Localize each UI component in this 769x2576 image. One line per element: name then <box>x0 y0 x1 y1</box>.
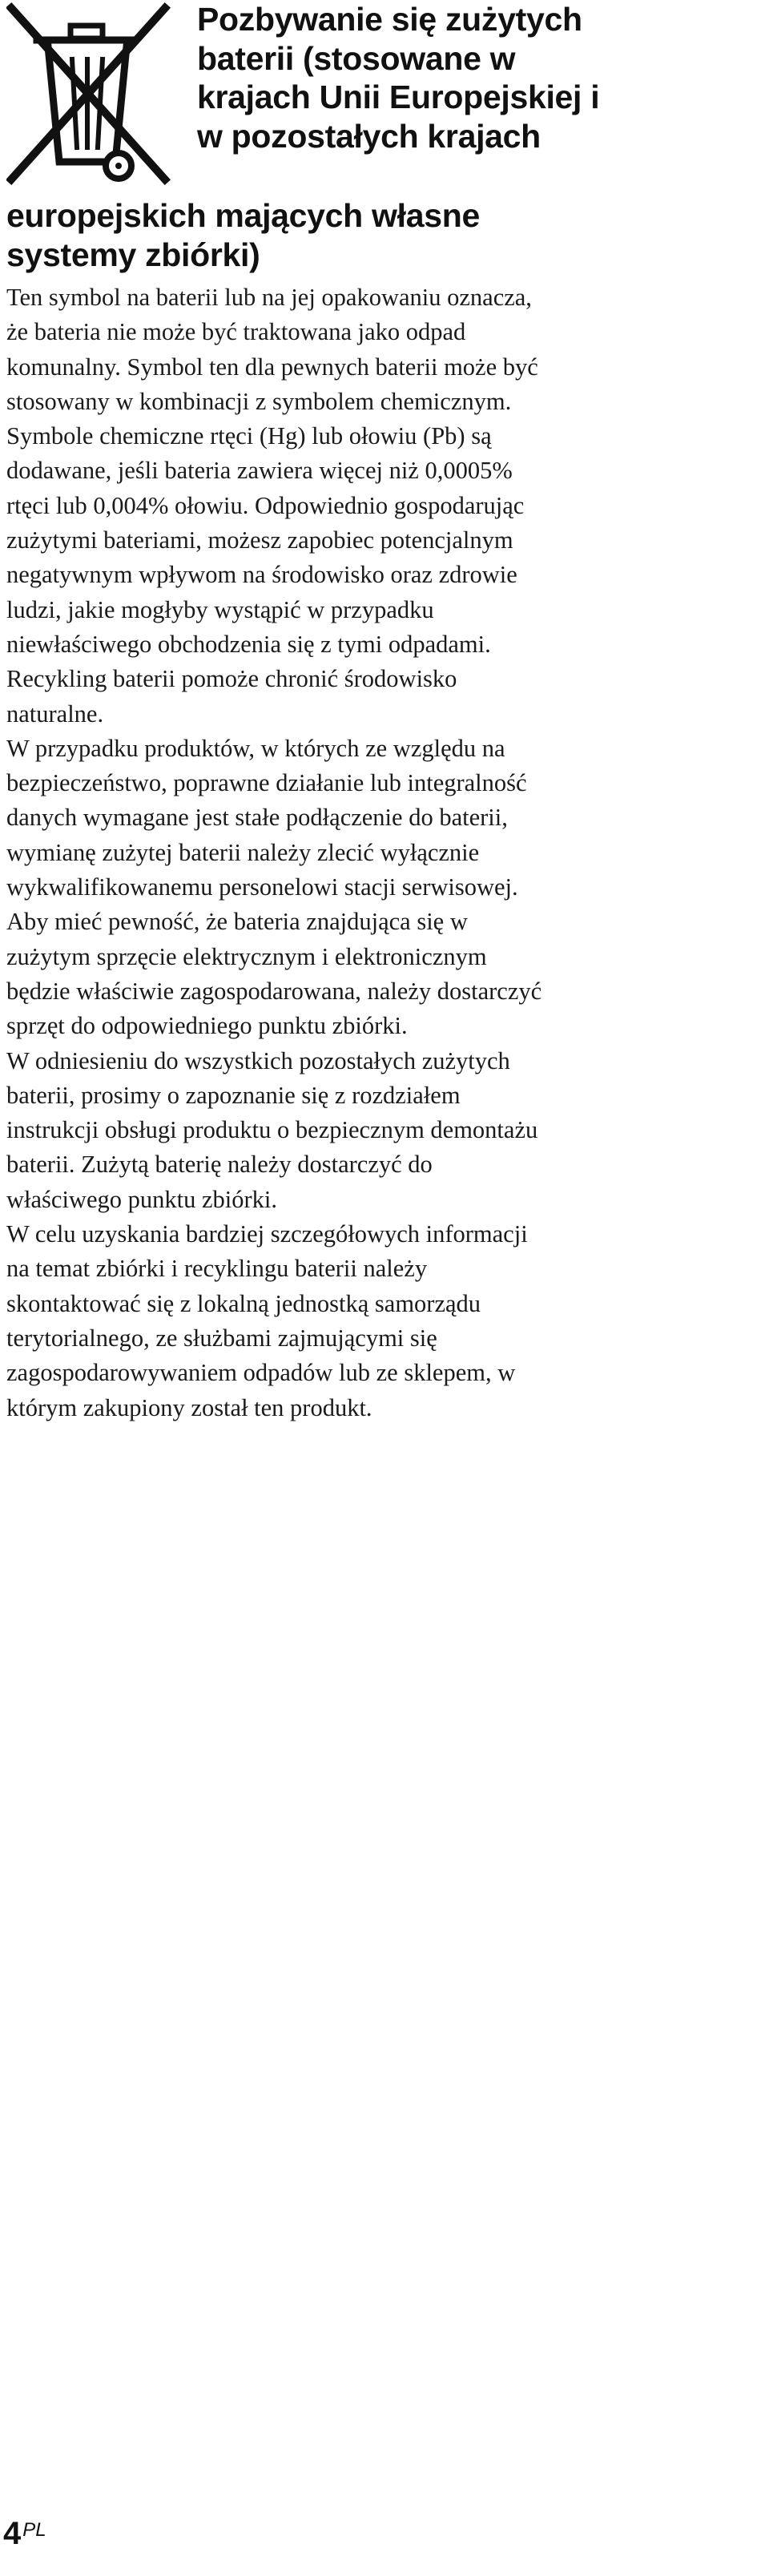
body-text <box>6 280 763 1425</box>
page-number-value: 4 <box>3 2516 22 2551</box>
text-line: którym zakupiony został ten produkt. <box>6 1393 372 1421</box>
text-line: Symbole chemiczne rtęci (Hg) lub ołowiu (Pb) są <box>6 422 492 450</box>
paragraph-more-info <box>6 1217 763 1425</box>
text-line: ludzi, jakie mogłyby wystąpić w przypadku <box>6 595 434 623</box>
text-line: zużytymi bateriami, możesz zapobiec potencjalnym <box>6 526 513 554</box>
text-line: zagospodarowywaniem odpadów lub ze sklepem, w <box>6 1359 516 1387</box>
page-language-code: PL <box>22 2519 46 2541</box>
text-line: skontaktować się z lokalną jednostką samorządu <box>6 1289 481 1317</box>
text-line: wymianę zużytej baterii należy zlecić wyłącznie <box>6 838 480 866</box>
paragraph-permanent-battery <box>6 732 763 1044</box>
text-line: sprzęt do odpowiedniego punktu zbiórki. <box>6 1012 408 1040</box>
section-heading-continued <box>6 196 759 274</box>
text-line: naturalne. <box>6 699 104 728</box>
text-line: Ten symbol na baterii lub na jej opakowaniu oznacza, <box>6 284 532 311</box>
text-line: zużytym sprzęcie elektrycznym i elektronicznym <box>6 942 487 970</box>
text-line: stosowany w kombinacji z symbolem chemicznym. <box>6 387 512 415</box>
heading-line: europejskich mających własne <box>6 197 480 234</box>
text-line: że bateria nie może być traktowana jako odpad <box>6 318 466 346</box>
paragraph-symbol-meaning <box>6 280 763 732</box>
text-line: baterii, prosimy o zapoznanie się z rozdziałem <box>6 1081 461 1109</box>
text-line: Aby mieć pewność, że bateria znajdująca się w <box>6 908 468 936</box>
heading-line: w pozostałych krajach <box>197 117 541 155</box>
text-line: negatywnym wpływom na środowisko oraz zdrowie <box>6 561 517 589</box>
text-line: na temat zbiórki i recyklingu baterii należy <box>6 1255 428 1283</box>
page-number <box>3 2516 46 2552</box>
heading-line: Pozbywanie się zużytych <box>197 1 582 38</box>
crossed-out-wheeled-bin-icon <box>6 2 171 187</box>
heading-line: baterii (stosowane w <box>197 39 516 77</box>
text-line: terytorialnego, ze służbami zajmującymi się <box>6 1324 437 1352</box>
text-line: baterii. Zużytą baterię należy dostarczyć do <box>6 1151 433 1179</box>
text-line: W odniesieniu do wszystkich pozostałych zużytych <box>6 1046 510 1074</box>
text-line: instrukcji obsługi produktu o bezpiecznym demontażu <box>6 1116 538 1144</box>
text-line: wykwalifikowanemu personelowi stacji serwisowej. <box>6 873 518 901</box>
text-line: danych wymagane jest stałe podłączenie do baterii, <box>6 804 508 832</box>
text-line: dodawane, jeśli bateria zawiera więcej niż 0,0005% <box>6 457 513 485</box>
heading-line: krajach Unii Europejskiej i <box>197 79 600 115</box>
text-line: właściwego punktu zbiórki. <box>6 1185 277 1213</box>
text-line: będzie właściwie zagospodarowana, należy dostarczyć <box>6 977 542 1005</box>
text-line: niewłaściwego obchodzenia się z tymi odpadami. <box>6 630 491 658</box>
text-line: W przypadku produktów, w których ze względu na <box>6 734 505 762</box>
paragraph-other-batteries <box>6 1044 763 1217</box>
section-heading <box>197 0 758 155</box>
heading-line: systemy zbiórki) <box>6 236 260 273</box>
text-line: bezpieczeństwo, poprawne działanie lub integralność <box>6 769 527 797</box>
text-line: rtęci lub 0,004% ołowiu. Odpowiednio gospodarując <box>6 491 525 519</box>
text-line: Recykling baterii pomoże chronić środowisko <box>6 665 457 693</box>
text-line: komunalny. Symbol ten dla pewnych baterii może być <box>6 353 538 381</box>
text-line: W celu uzyskania bardziej szczegółowych informacji <box>6 1220 528 1248</box>
